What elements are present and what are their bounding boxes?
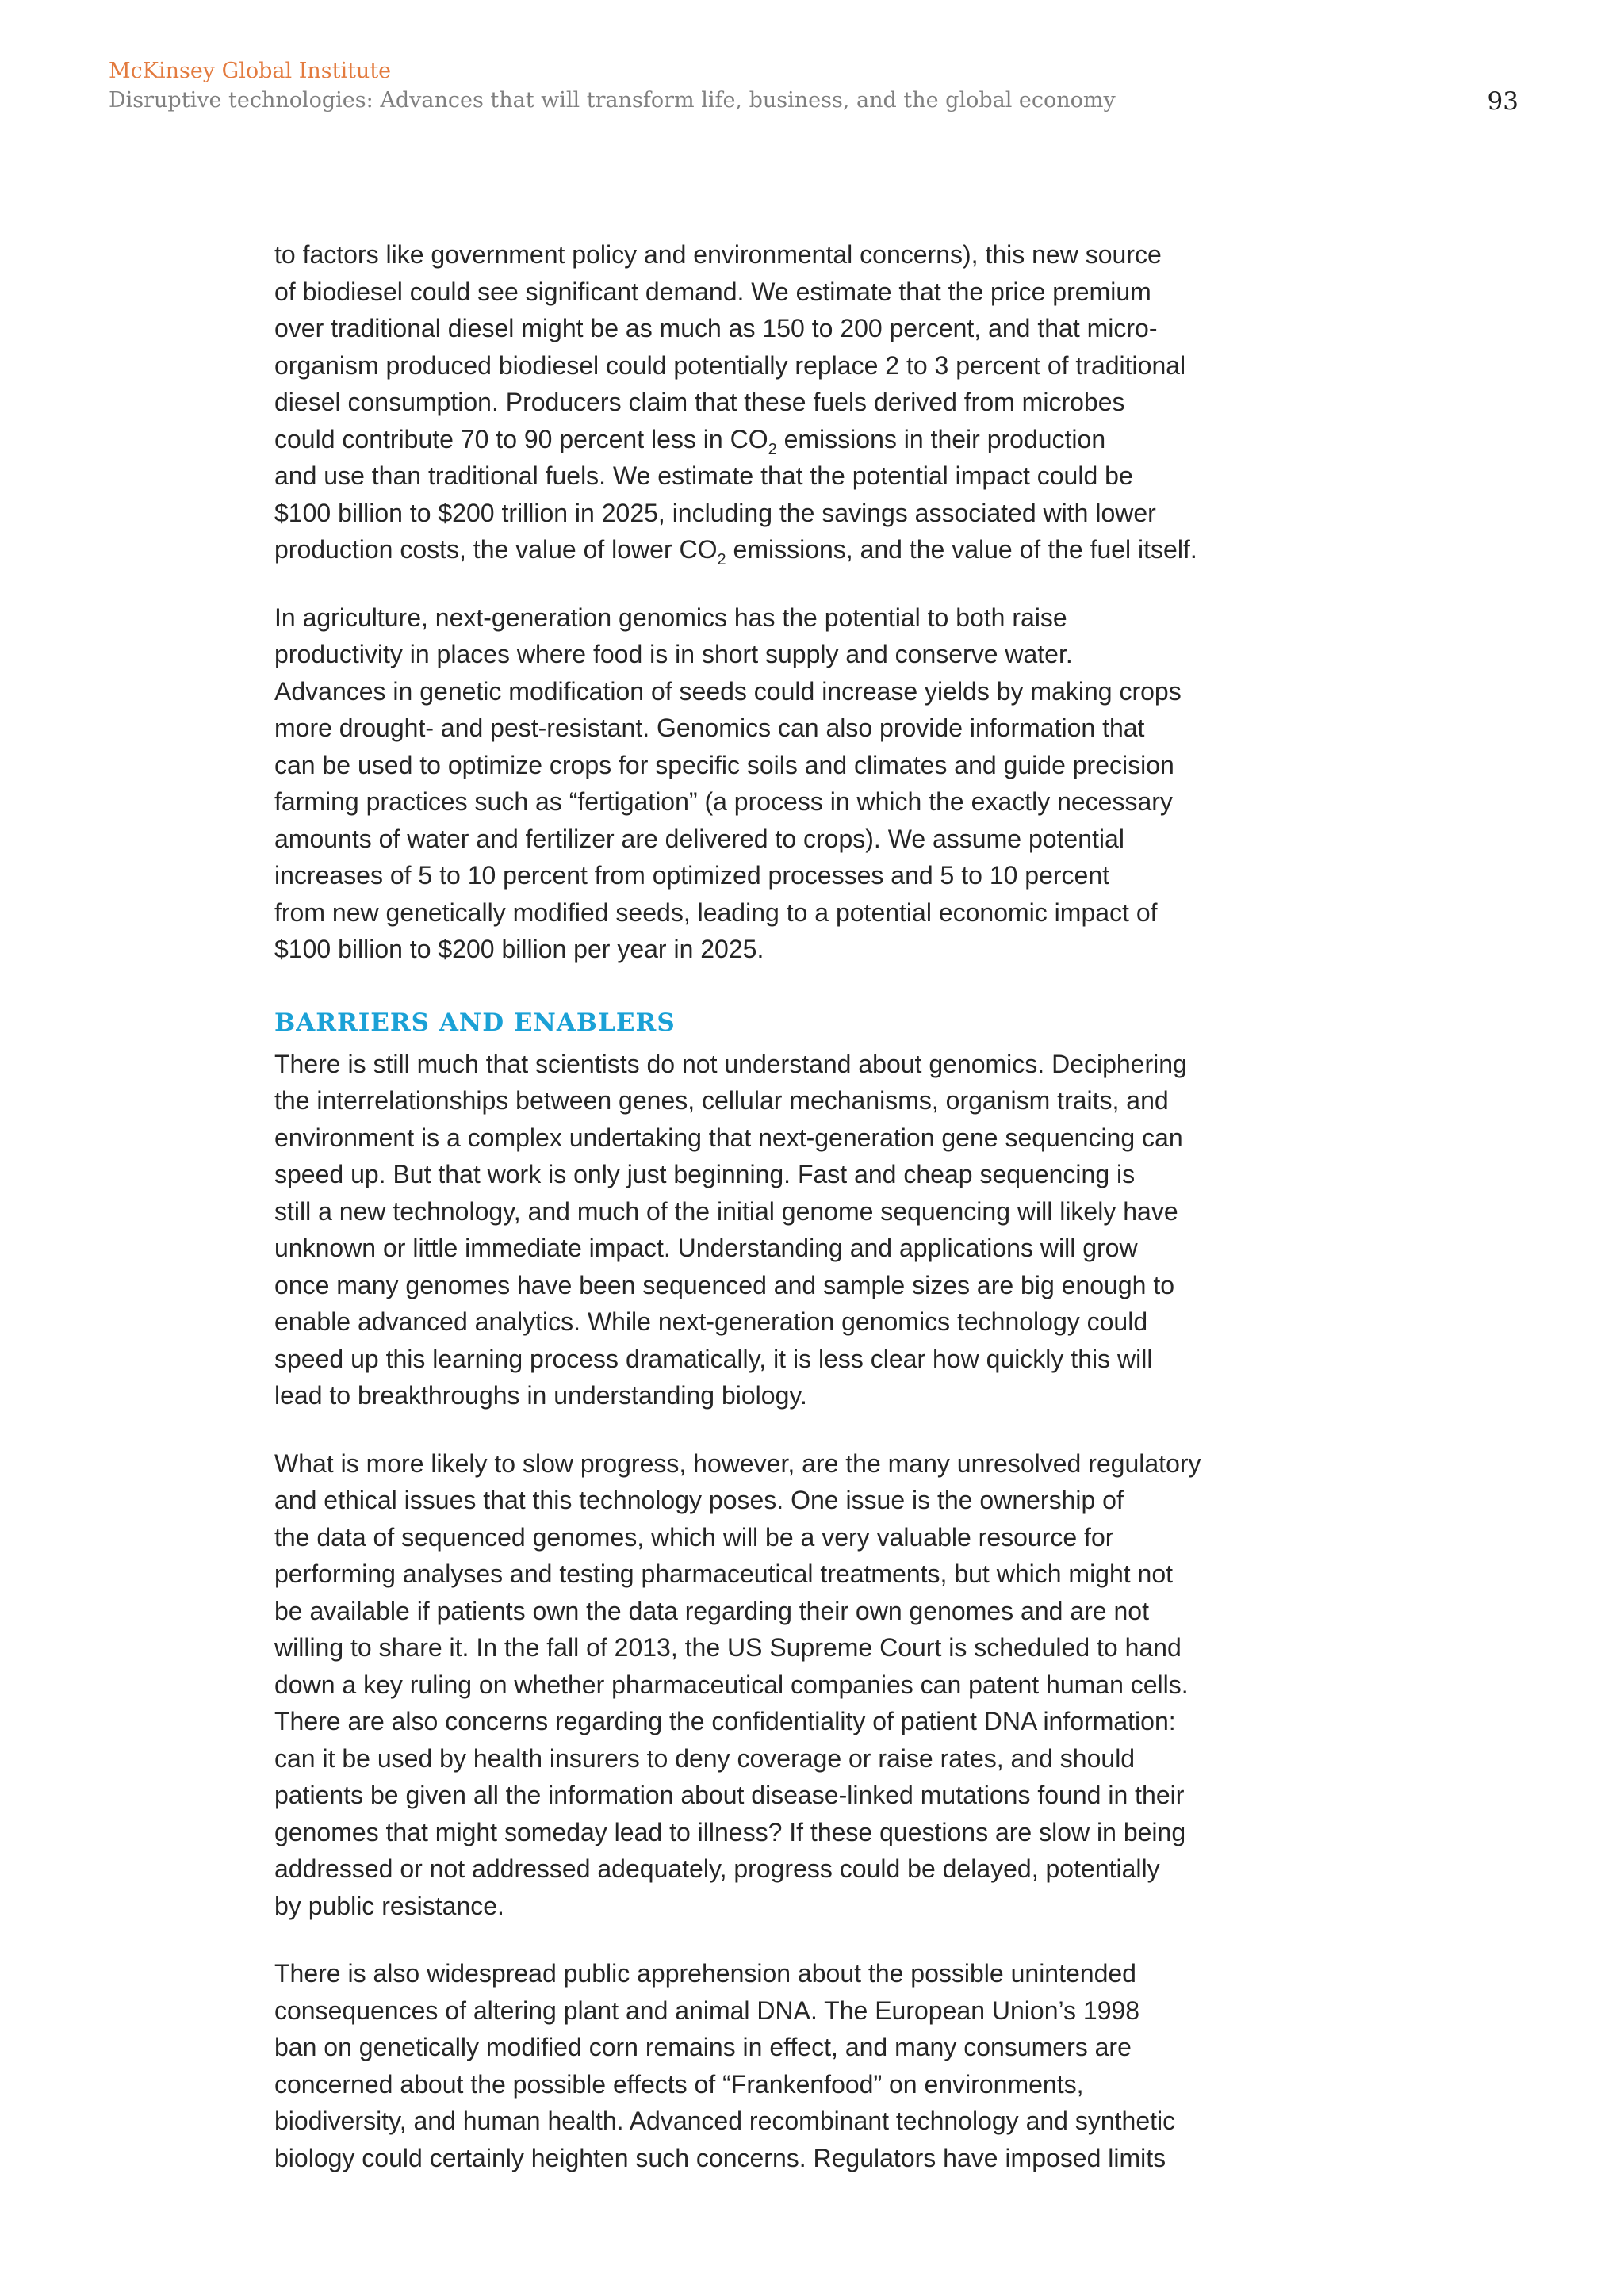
text-segment: emissions in their production bbox=[776, 424, 1106, 453]
text-line: and ethical issues that this technology poses. One issue is the ownership of bbox=[274, 1486, 1124, 1514]
text-line: genomes that might someday lead to illness? If these questions are slow in being bbox=[274, 1817, 1186, 1846]
text-line: willing to share it. In the fall of 2013, the US Supreme Court is scheduled to hand bbox=[274, 1633, 1182, 1662]
report-title: Disruptive technologies: Advances that will transform life, business, and the global economy bbox=[109, 88, 1116, 113]
text-line: performing analyses and testing pharmaceutical treatments, but which might not bbox=[274, 1559, 1174, 1588]
text-line-co2 bbox=[274, 531, 1250, 568]
body-text bbox=[274, 236, 1250, 2176]
text-line: to factors like government policy and environmental concerns), this new source bbox=[274, 240, 1162, 269]
text-line: once many genomes have been sequenced and sample sizes are big enough to bbox=[274, 1270, 1174, 1299]
text-line: $100 billion to $200 billion per year in 2025. bbox=[274, 935, 764, 963]
text-line: be available if patients own the data regarding their own genomes and are not bbox=[274, 1596, 1149, 1625]
text-line: amounts of water and fertilizer are delivered to crops). We assume potential bbox=[274, 824, 1124, 853]
text-line: the interrelationships between genes, cellular mechanisms, organism traits, and bbox=[274, 1086, 1169, 1115]
section-heading: BARRIERS AND ENABLERS bbox=[274, 1008, 676, 1037]
paragraph-spacer bbox=[274, 568, 1250, 599]
text-line: can be used to optimize crops for specific soils and climates and guide precision bbox=[274, 750, 1174, 779]
section-spacer bbox=[274, 968, 1250, 1004]
paragraph-understanding bbox=[274, 1046, 1250, 1414]
text-line: unknown or little immediate impact. Understanding and applications will grow bbox=[274, 1234, 1138, 1262]
paragraph-spacer bbox=[274, 1414, 1250, 1445]
text-line: concerned about the possible effects of “Frankenfood” on environments, bbox=[274, 2069, 1084, 2099]
text-line: speed up. But that work is only just beginning. Fast and cheap sequencing is bbox=[274, 1160, 1136, 1188]
text-line-co2 bbox=[274, 421, 1250, 458]
text-line: consequences of altering plant and animal DNA. The European Union’s 1998 bbox=[274, 1996, 1140, 2025]
text-line: farming practices such as “fertigation” (a process in which the exactly necessary bbox=[274, 787, 1173, 816]
text-line: addressed or not addressed adequately, progress could be delayed, potentially bbox=[274, 1854, 1160, 1883]
text-line: ban on genetically modified corn remains in effect, and many consumers are bbox=[274, 2033, 1132, 2061]
subscript-2: 2 bbox=[768, 440, 777, 458]
text-line: organism produced biodiesel could potentially replace 2 to 3 percent of traditional bbox=[274, 350, 1186, 380]
running-header bbox=[109, 57, 1116, 116]
text-line: productivity in places where food is in short supply and conserve water. bbox=[274, 640, 1073, 668]
text-line: increases of 5 to 10 percent from optimized processes and 5 to 10 percent bbox=[274, 861, 1110, 890]
text-line: and use than traditional fuels. We estimate that the potential impact could be bbox=[274, 461, 1133, 490]
text-line: from new genetically modified seeds, leading to a potential economic impact of bbox=[274, 897, 1158, 927]
text-line: patients be given all the information about disease-linked mutations found in their bbox=[274, 1781, 1185, 1809]
text-line: $100 billion to $200 trillion in 2025, including the savings associated with lower bbox=[274, 498, 1156, 527]
text-segment: could contribute 70 to 90 percent less in CO bbox=[274, 424, 768, 453]
page-number: 93 bbox=[1487, 87, 1519, 116]
text-line: speed up this learning process dramatically, it is less clear how quickly this will bbox=[274, 1344, 1153, 1373]
paragraph-public-apprehension bbox=[274, 1955, 1250, 2176]
text-line: biodiversity, and human health. Advanced recombinant technology and synthetic bbox=[274, 2107, 1176, 2135]
text-line: lead to breakthroughs in understanding biology. bbox=[274, 1381, 807, 1410]
text-line: biology could certainly heighten such concerns. Regulators have imposed limits bbox=[274, 2143, 1166, 2172]
text-line: still a new technology, and much of the initial genome sequencing will likely have bbox=[274, 1196, 1178, 1226]
text-line: Advances in genetic modification of seeds could increase yields by making crops bbox=[274, 676, 1182, 706]
text-line: There is also widespread public apprehension about the possible unintended bbox=[274, 1959, 1136, 1988]
text-line: the data of sequenced genomes, which will be a very valuable resource for bbox=[274, 1522, 1114, 1552]
text-line: There are also concerns regarding the confidentiality of patient DNA information: bbox=[274, 1707, 1176, 1735]
text-line: There is still much that scientists do not understand about genomics. Deciphering bbox=[274, 1049, 1187, 1078]
text-segment: emissions, and the value of the fuel itself. bbox=[726, 535, 1197, 564]
paragraph-biodiesel bbox=[274, 236, 1250, 568]
text-line: enable advanced analytics. While next-generation genomics technology could bbox=[274, 1307, 1148, 1336]
text-line: of biodiesel could see significant demand. We estimate that the price premium bbox=[274, 277, 1151, 306]
text-line: In agriculture, next-generation genomics has the potential to both raise bbox=[274, 603, 1067, 632]
publisher-name: McKinsey Global Institute bbox=[109, 59, 392, 83]
paragraph-agriculture bbox=[274, 599, 1250, 968]
text-line: can it be used by health insurers to deny coverage or raise rates, and should bbox=[274, 1743, 1136, 1773]
paragraph-regulatory bbox=[274, 1445, 1250, 1925]
text-segment: production costs, the value of lower CO bbox=[274, 535, 718, 564]
text-line: diesel consumption. Producers claim that these fuels derived from microbes bbox=[274, 388, 1125, 416]
text-line: over traditional diesel might be as much as 150 to 200 percent, and that micro- bbox=[274, 314, 1158, 342]
text-line: more drought- and pest-resistant. Genomics can also provide information that bbox=[274, 714, 1145, 742]
text-line: What is more likely to slow progress, however, are the many unresolved regulatory bbox=[274, 1448, 1201, 1478]
text-line: by public resistance. bbox=[274, 1891, 504, 1920]
text-line: environment is a complex undertaking that next-generation gene sequencing can bbox=[274, 1123, 1183, 1152]
subscript-2: 2 bbox=[717, 551, 726, 568]
paragraph-spacer bbox=[274, 1924, 1250, 1955]
text-line: down a key ruling on whether pharmaceutical companies can patent human cells. bbox=[274, 1670, 1189, 1699]
